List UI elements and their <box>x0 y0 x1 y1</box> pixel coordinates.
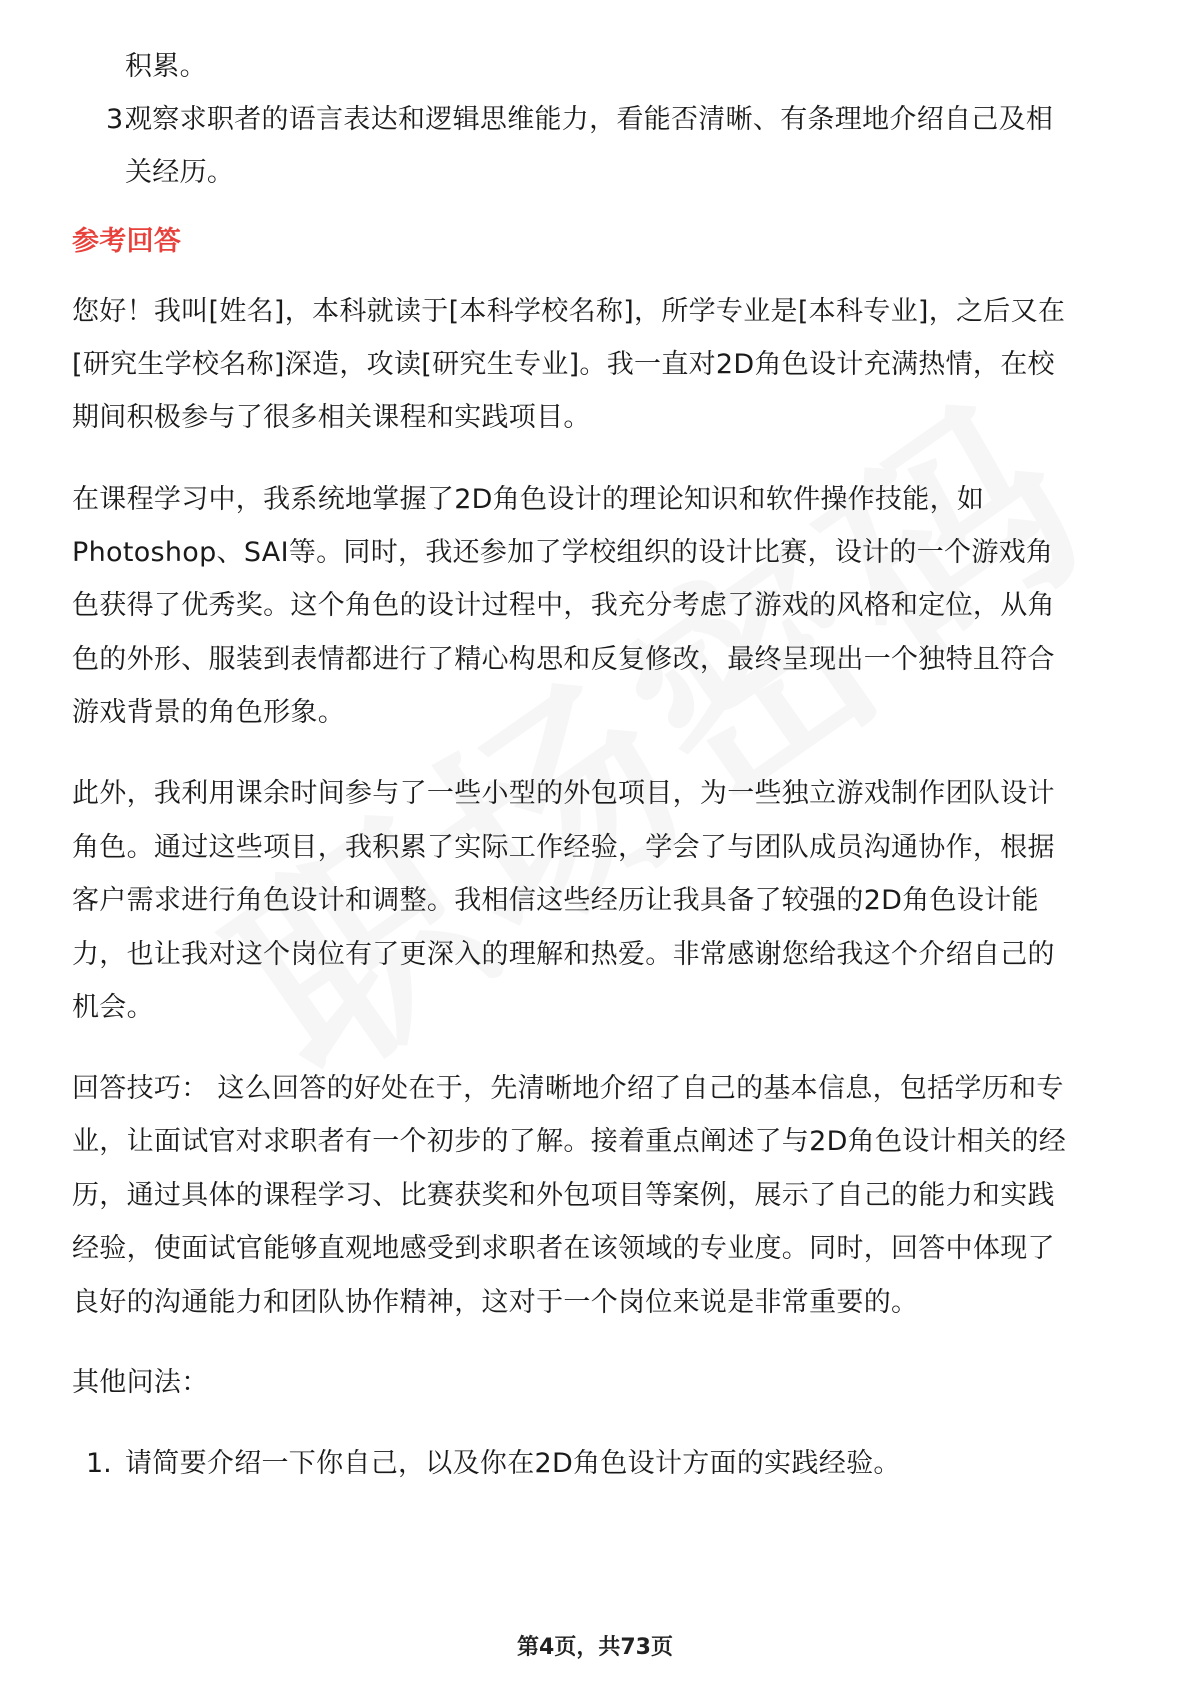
paragraph-line: 力，也让我对这个岗位有了更深入的理解和热爱。非常感谢您给我这个介绍自己的 <box>72 939 1055 970</box>
tips-line: 良好的沟通能力和团队协作精神，这对于一个岗位来说是非常重要的。 <box>72 1287 919 1318</box>
page-footer: 第4页，共73页 <box>517 1635 673 1660</box>
paragraph-line: 色的外形、服装到表情都进行了精心构思和反复修改，最终呈现出一个独特且符合 <box>72 644 1055 675</box>
list-item-line: 观察求职者的语言表达和逻辑思维能力，看能否清晰、有条理地介绍自己及相 <box>125 104 1054 135</box>
tips-line: 业，让面试官对求职者有一个初步的了解。接着重点阐述了与2D角色设计相关的经 <box>72 1126 1067 1157</box>
list-number: 1. <box>86 1448 112 1479</box>
other-questions-label: 其他问法： <box>72 1367 209 1398</box>
list-item-line: 关经历。 <box>125 157 235 188</box>
paragraph-line: 在课程学习中，我系统地掌握了2D角色设计的理论知识和软件操作技能，如 <box>72 484 985 515</box>
list-item-continued-line: 积累。 <box>125 51 207 82</box>
paragraph-line: 您好！我叫[姓名]，本科就读于[本科学校名称]，所学专业是[本科专业]，之后又在 <box>72 296 1066 327</box>
paragraph-line: 色获得了优秀奖。这个角色的设计过程中，我充分考虑了游戏的风格和定位，从角 <box>72 590 1055 621</box>
paragraph-line: 期间积极参与了很多相关课程和实践项目。 <box>72 402 591 433</box>
paragraph-line: 机会。 <box>72 992 154 1023</box>
paragraph-line: 角色。通过这些项目，我积累了实际工作经验，学会了与团队成员沟通协作，根据 <box>72 832 1055 863</box>
other-question-item: 请简要介绍一下你自己，以及你在2D角色设计方面的实践经验。 <box>125 1448 901 1479</box>
tips-line: 经验，使面试官能够直观地感受到求职者在该领域的专业度。同时，回答中体现了 <box>72 1233 1055 1264</box>
tips-line: 回答技巧： 这么回答的好处在于，先清晰地介绍了自己的基本信息，包括学历和专 <box>72 1073 1064 1104</box>
list-number: 3. <box>106 104 132 135</box>
paragraph-line: Photoshop、SAI等。同时，我还参加了学校组织的设计比赛，设计的一个游戏角 <box>72 537 1054 568</box>
tips-line: 历，通过具体的课程学习、比赛获奖和外包项目等案例，展示了自己的能力和实践 <box>72 1180 1055 1211</box>
paragraph-line: 游戏背景的角色形象。 <box>72 697 345 728</box>
paragraph-line: 客户需求进行角色设计和调整。我相信这些经历让我具备了较强的2D角色设计能 <box>72 885 1039 916</box>
reference-answer-heading: 参考回答 <box>72 226 182 257</box>
paragraph-line: [研究生学校名称]深造，攻读[研究生专业]。我一直对2D角色设计充满热情，在校 <box>72 349 1055 380</box>
paragraph-line: 此外，我利用课余时间参与了一些小型的外包项目，为一些独立游戏制作团队设计 <box>72 778 1055 809</box>
